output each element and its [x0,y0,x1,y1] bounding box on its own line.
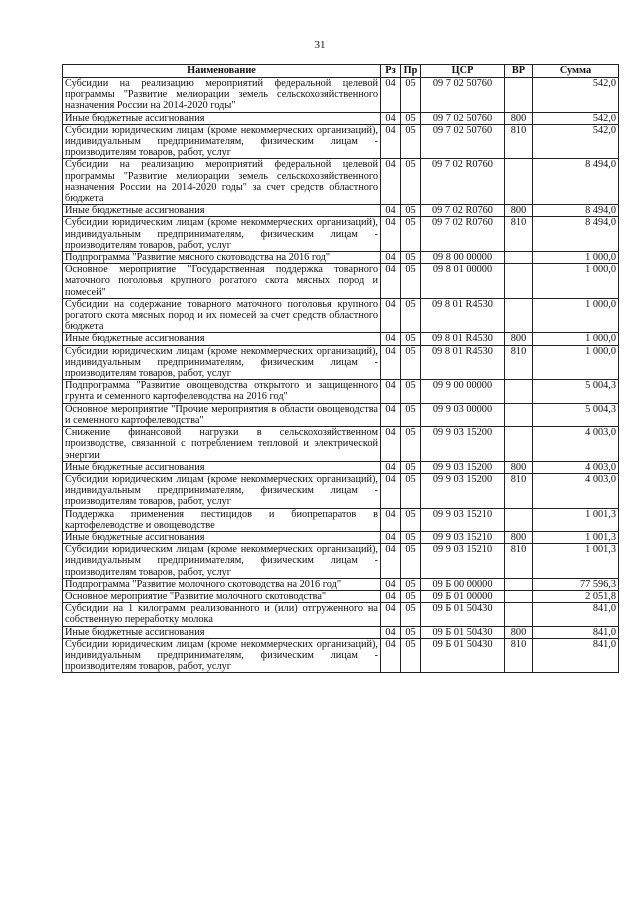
cell-vr: 810 [505,473,533,508]
cell-vr: 800 [505,531,533,543]
cell-pr: 05 [401,590,421,602]
budget-table [62,64,619,673]
cell-csr: 09 Б 00 00000 [421,578,505,590]
cell-vr: 800 [505,333,533,345]
cell-rz: 04 [381,78,401,113]
cell-vr [505,78,533,113]
table-row [63,626,619,638]
cell-sum: 2 051,8 [533,590,619,602]
cell-csr: 09 9 03 15210 [421,544,505,579]
cell-pr: 05 [401,544,421,579]
cell-vr: 810 [505,124,533,159]
cell-pr: 05 [401,298,421,333]
cell-csr: 09 8 00 00000 [421,252,505,264]
cell-pr: 05 [401,112,421,124]
cell-csr: 09 9 03 15200 [421,427,505,462]
cell-csr: 09 Б 01 50430 [421,626,505,638]
cell-name: Снижение финансовой нагрузки в сельскохозяйственном производстве, связанной с потреблением тепловой и электрической энергии [63,427,381,462]
table-header-row [63,65,619,78]
table-row [63,252,619,264]
cell-rz: 04 [381,298,401,333]
table-row [63,205,619,217]
table-row [63,403,619,426]
cell-name: Субсидии юридическим лицам (кроме некоммерческих организаций), индивидуальным предпринимателям, физическим лицам - производителям товаров, работ, услуг [63,638,381,673]
table-row [63,461,619,473]
cell-sum: 4 003,0 [533,427,619,462]
cell-sum: 5 004,3 [533,403,619,426]
table-row [63,380,619,403]
cell-name: Субсидии на реализацию мероприятий федеральной целевой программы "Развитие мелиорации земель сельскохозяйственного назначения России на 2014-2020 годы" [63,78,381,113]
cell-sum: 1 000,0 [533,252,619,264]
cell-rz: 04 [381,638,401,673]
cell-rz: 04 [381,333,401,345]
cell-vr: 800 [505,205,533,217]
cell-vr [505,403,533,426]
cell-name: Субсидии юридическим лицам (кроме некоммерческих организаций), индивидуальным предпринимателям, физическим лицам - производителям товаров, работ, услуг [63,473,381,508]
cell-name: Субсидии на реализацию мероприятий федеральной целевой программы "Развитие мелиорации земель сельскохозяйственного назначения России на 2014-2020 годы" за счет средств областного бюджета [63,159,381,205]
cell-pr: 05 [401,578,421,590]
cell-csr: 09 Б 01 00000 [421,590,505,602]
cell-rz: 04 [381,345,401,380]
cell-name: Иные бюджетные ассигнования [63,531,381,543]
table-row [63,473,619,508]
cell-rz: 04 [381,159,401,205]
cell-sum: 542,0 [533,78,619,113]
cell-rz: 04 [381,380,401,403]
cell-sum: 5 004,3 [533,380,619,403]
cell-pr: 05 [401,626,421,638]
cell-sum: 1 000,0 [533,298,619,333]
table-row [63,159,619,205]
cell-name: Иные бюджетные ассигнования [63,205,381,217]
cell-sum: 8 494,0 [533,217,619,252]
cell-vr: 810 [505,217,533,252]
cell-rz: 04 [381,544,401,579]
cell-name: Поддержка применения пестицидов и биопрепаратов в картофелеводстве и овощеводстве [63,508,381,531]
cell-csr: 09 7 02 R0760 [421,205,505,217]
table-row [63,578,619,590]
cell-name: Иные бюджетные ассигнования [63,333,381,345]
cell-sum: 841,0 [533,626,619,638]
cell-sum: 841,0 [533,603,619,626]
cell-sum: 542,0 [533,124,619,159]
cell-name: Основное мероприятие "Развитие молочного скотоводства" [63,590,381,602]
cell-rz: 04 [381,590,401,602]
cell-sum: 841,0 [533,638,619,673]
table-body [63,78,619,673]
cell-csr: 09 7 02 50760 [421,124,505,159]
cell-name: Субсидии юридическим лицам (кроме некоммерческих организаций), индивидуальным предпринимателям, физическим лицам - производителям товаров, работ, услуг [63,217,381,252]
cell-name: Подпрограмма "Развитие молочного скотоводства на 2016 год" [63,578,381,590]
cell-csr: 09 Б 01 50430 [421,603,505,626]
cell-name: Субсидии юридическим лицам (кроме некоммерческих организаций), индивидуальным предпринимателям, физическим лицам - производителям товаров, работ, услуг [63,124,381,159]
cell-csr: 09 9 03 15200 [421,461,505,473]
cell-csr: 09 7 02 R0760 [421,217,505,252]
cell-csr: 09 7 02 R0760 [421,159,505,205]
cell-rz: 04 [381,264,401,299]
cell-rz: 04 [381,578,401,590]
cell-pr: 05 [401,473,421,508]
table-row [63,217,619,252]
cell-vr: 810 [505,544,533,579]
cell-name: Субсидии юридическим лицам (кроме некоммерческих организаций), индивидуальным предпринимателям, физическим лицам - производителям товаров, работ, услуг [63,544,381,579]
cell-rz: 04 [381,531,401,543]
cell-pr: 05 [401,159,421,205]
cell-name: Основное мероприятие "Прочие мероприятия в области овощеводства и семенного картофелеводства" [63,403,381,426]
header-vr: ВР [505,65,533,78]
cell-name: Иные бюджетные ассигнования [63,626,381,638]
cell-pr: 05 [401,380,421,403]
cell-csr: 09 9 03 15200 [421,473,505,508]
table-row [63,603,619,626]
cell-pr: 05 [401,333,421,345]
cell-name: Подпрограмма "Развитие мясного скотоводства на 2016 год" [63,252,381,264]
header-name: Наименование [63,65,381,78]
cell-sum: 1 000,0 [533,345,619,380]
cell-csr: 09 9 03 00000 [421,403,505,426]
cell-vr [505,590,533,602]
cell-vr: 810 [505,345,533,380]
cell-pr: 05 [401,638,421,673]
table-row [63,531,619,543]
cell-csr: 09 Б 01 50430 [421,638,505,673]
table-row [63,333,619,345]
cell-pr: 05 [401,403,421,426]
cell-csr: 09 9 00 00000 [421,380,505,403]
cell-rz: 04 [381,461,401,473]
cell-rz: 04 [381,403,401,426]
cell-vr: 800 [505,112,533,124]
table-row [63,78,619,113]
cell-name: Иные бюджетные ассигнования [63,461,381,473]
cell-vr [505,427,533,462]
cell-csr: 09 8 01 R4530 [421,345,505,380]
cell-name: Субсидии на 1 килограмм реализованного и (или) отгруженного на собственную переработку молока [63,603,381,626]
cell-name: Субсидии юридическим лицам (кроме некоммерческих организаций), индивидуальным предпринимателям, физическим лицам - производителям товаров, работ, услуг [63,345,381,380]
cell-csr: 09 7 02 50760 [421,112,505,124]
cell-rz: 04 [381,626,401,638]
cell-csr: 09 8 01 R4530 [421,298,505,333]
cell-vr [505,508,533,531]
cell-pr: 05 [401,264,421,299]
table-row [63,298,619,333]
cell-csr: 09 9 03 15210 [421,508,505,531]
cell-csr: 09 7 02 50760 [421,78,505,113]
table-row [63,590,619,602]
cell-sum: 1 000,0 [533,264,619,299]
cell-csr: 09 8 01 R4530 [421,333,505,345]
cell-vr: 800 [505,461,533,473]
table-row [63,264,619,299]
cell-rz: 04 [381,508,401,531]
cell-vr [505,578,533,590]
cell-pr: 05 [401,78,421,113]
table-row [63,345,619,380]
cell-pr: 05 [401,205,421,217]
cell-vr [505,159,533,205]
cell-csr: 09 8 01 00000 [421,264,505,299]
header-csr: ЦСР [421,65,505,78]
cell-name: Подпрограмма "Развитие овощеводства открытого и защищенного грунта и семенного картофелеводства на 2016 год" [63,380,381,403]
cell-rz: 04 [381,427,401,462]
cell-sum: 1 001,3 [533,544,619,579]
cell-sum: 4 003,0 [533,461,619,473]
cell-rz: 04 [381,205,401,217]
cell-pr: 05 [401,345,421,380]
cell-rz: 04 [381,603,401,626]
cell-vr [505,264,533,299]
table-row [63,427,619,462]
cell-pr: 05 [401,461,421,473]
cell-csr: 09 9 03 15210 [421,531,505,543]
cell-rz: 04 [381,124,401,159]
cell-rz: 04 [381,473,401,508]
cell-rz: 04 [381,112,401,124]
cell-sum: 1 000,0 [533,333,619,345]
cell-pr: 05 [401,531,421,543]
cell-pr: 05 [401,603,421,626]
cell-pr: 05 [401,508,421,531]
cell-sum: 8 494,0 [533,205,619,217]
cell-name: Основное мероприятие "Государственная поддержка товарного маточного поголовья крупного рогатого скота мясных пород и помесей" [63,264,381,299]
cell-sum: 1 001,3 [533,531,619,543]
cell-pr: 05 [401,427,421,462]
cell-vr [505,380,533,403]
cell-sum: 77 596,3 [533,578,619,590]
cell-sum: 4 003,0 [533,473,619,508]
cell-vr [505,252,533,264]
table-row [63,508,619,531]
cell-sum: 8 494,0 [533,159,619,205]
cell-rz: 04 [381,217,401,252]
cell-sum: 1 001,3 [533,508,619,531]
header-sum: Сумма [533,65,619,78]
cell-vr: 810 [505,638,533,673]
cell-vr [505,603,533,626]
cell-name: Иные бюджетные ассигнования [63,112,381,124]
header-pr: Пр [401,65,421,78]
cell-vr [505,298,533,333]
header-rz: Рз [381,65,401,78]
table-row [63,638,619,673]
cell-rz: 04 [381,252,401,264]
cell-pr: 05 [401,217,421,252]
table-row [63,124,619,159]
cell-sum: 542,0 [533,112,619,124]
cell-vr: 800 [505,626,533,638]
cell-pr: 05 [401,124,421,159]
page-number: 31 [314,39,326,51]
table-row [63,112,619,124]
cell-pr: 05 [401,252,421,264]
cell-name: Субсидии на содержание товарного маточного поголовья крупного рогатого скота мясных пород и их помесей за счет средств областного бюджета [63,298,381,333]
table-row [63,544,619,579]
